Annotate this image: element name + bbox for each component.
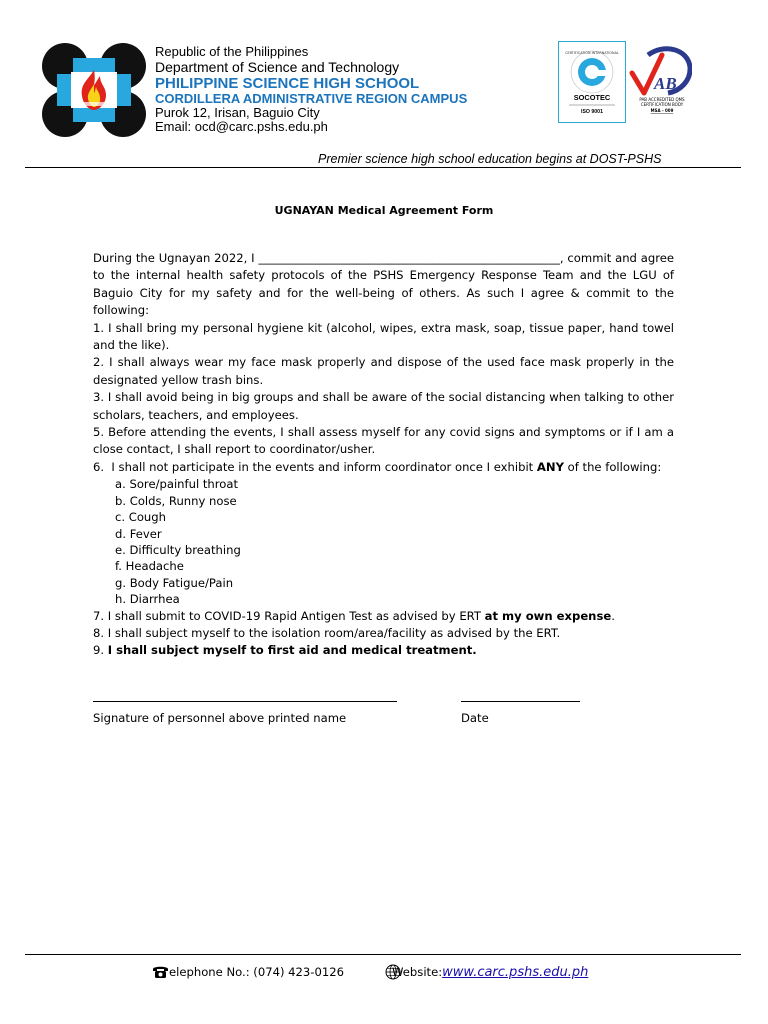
item-3: 3. I shall avoid being in big groups and shall be aware of the social distancing when talking to other scholars, teachers, and employees. — [93, 390, 674, 422]
symptom-item: b. Colds, Runny nose — [115, 493, 237, 508]
socotec-iso-badge — [558, 41, 626, 123]
agreement-body — [93, 250, 674, 660]
item-6-text-end: of the following: — [563, 459, 662, 474]
intro-paragraph — [93, 250, 674, 320]
item-9 — [93, 642, 674, 659]
symptom-item: a. Sore/painful throat — [115, 477, 238, 492]
item-7-text-start: 7. I shall submit to COVID-19 Rapid Antigen Test as advised by ERT — [93, 608, 485, 623]
website-link[interactable]: www.carc.pshs.edu.ph — [442, 965, 589, 980]
symptom-list — [93, 476, 674, 607]
item-8: 8. I shall subject myself to the isolation room/area/facility as advised by the ERT. — [93, 625, 561, 640]
item-2: 2. I shall always wear my face mask properly and dispose of the used face mask properly in the designated yellow trash bins. — [93, 355, 674, 387]
cert2-brand: AB — [654, 74, 677, 93]
phone-icon — [152, 964, 169, 978]
header-divider — [25, 167, 741, 168]
website-footer — [392, 965, 588, 980]
item-6-text-start: 6. I shall not participate in the events and inform coordinator once I exhibit — [93, 459, 537, 474]
item-1: 1. I shall bring my personal hygiene kit (alcohol, wipes, extra mask, soap, tissue paper, hand towel and the like). — [93, 320, 674, 353]
signature-label: Signature of personnel above printed name — [93, 711, 347, 725]
republic-text: Republic of the Philippines — [155, 44, 309, 59]
campus-name: CORDILLERA ADMINISTRATIVE REGION CAMPUS — [155, 91, 468, 106]
tagline: Premier science high school education begins at DOST-PSHS — [318, 152, 662, 166]
item-7 — [93, 608, 674, 625]
symptom-item: g. Body Fatigue/Pain — [115, 575, 234, 590]
symptom-item: f. Headache — [115, 559, 184, 574]
phone-number: elephone No.: (074) 423-0126 — [169, 965, 344, 979]
cert2-code: MSA - 009 — [650, 108, 674, 113]
cert1-ring-text: CERTIFICATION INTERNATIONAL — [565, 51, 619, 55]
item-5: 5. Before attending the events, I shall assess myself for any covid signs and symptoms or if I am a close contact, I shall report to coordinator/usher. — [93, 425, 674, 457]
cert1-standard: ISO 9001 — [581, 109, 603, 115]
school-name: PHILIPPINE SCIENCE HIGH SCHOOL — [155, 75, 420, 92]
symptom-item: d. Fever — [115, 526, 162, 541]
date-line[interactable] — [461, 701, 580, 702]
item-7-text-end: . — [611, 608, 615, 623]
symptom-item: h. Diarrhea — [115, 592, 180, 607]
pshs-logo — [40, 40, 148, 140]
address-text: Purok 12, Irisan, Baguio City — [155, 105, 320, 120]
item-9-emphasis: I shall subject myself to first aid and medical treatment. — [107, 643, 477, 658]
department-text: Department of Science and Technology — [155, 59, 400, 75]
cert2-line2: CERTIFICATION BODY — [640, 102, 684, 107]
date-label: Date — [461, 711, 489, 725]
symptom-item: c. Cough — [115, 510, 166, 525]
intro-text-start: During the Ugnayan 2022, I — [93, 251, 255, 265]
item-6 — [93, 459, 674, 476]
pab-accreditation-badge — [628, 45, 692, 119]
footer-divider — [25, 954, 741, 955]
intro-text-end: , commit and agree to the internal health safety protocols of the PSHS Emergency Response Team and the LGU of Baguio City for my safety and for the well-being of others. As such I agree & commit to the following: — [93, 251, 675, 318]
symptom-item: e. Difficulty breathing — [115, 542, 241, 557]
item-6-emphasis: ANY — [536, 459, 564, 474]
cert2-line1: PAB ACCREDITED QMS — [639, 97, 685, 102]
signature-line[interactable] — [93, 701, 397, 702]
name-blank[interactable]: ____________________________________________________ — [258, 251, 560, 265]
email-text: Email: ocd@carc.pshs.edu.ph — [155, 119, 328, 134]
website-label: Website: — [392, 965, 443, 979]
form-title: UGNAYAN Medical Agreement Form — [274, 204, 494, 217]
cert1-brand: SOCOTEC — [573, 93, 611, 102]
item-9-number: 9. — [93, 643, 108, 658]
item-7-emphasis: at my own expense — [484, 608, 612, 623]
